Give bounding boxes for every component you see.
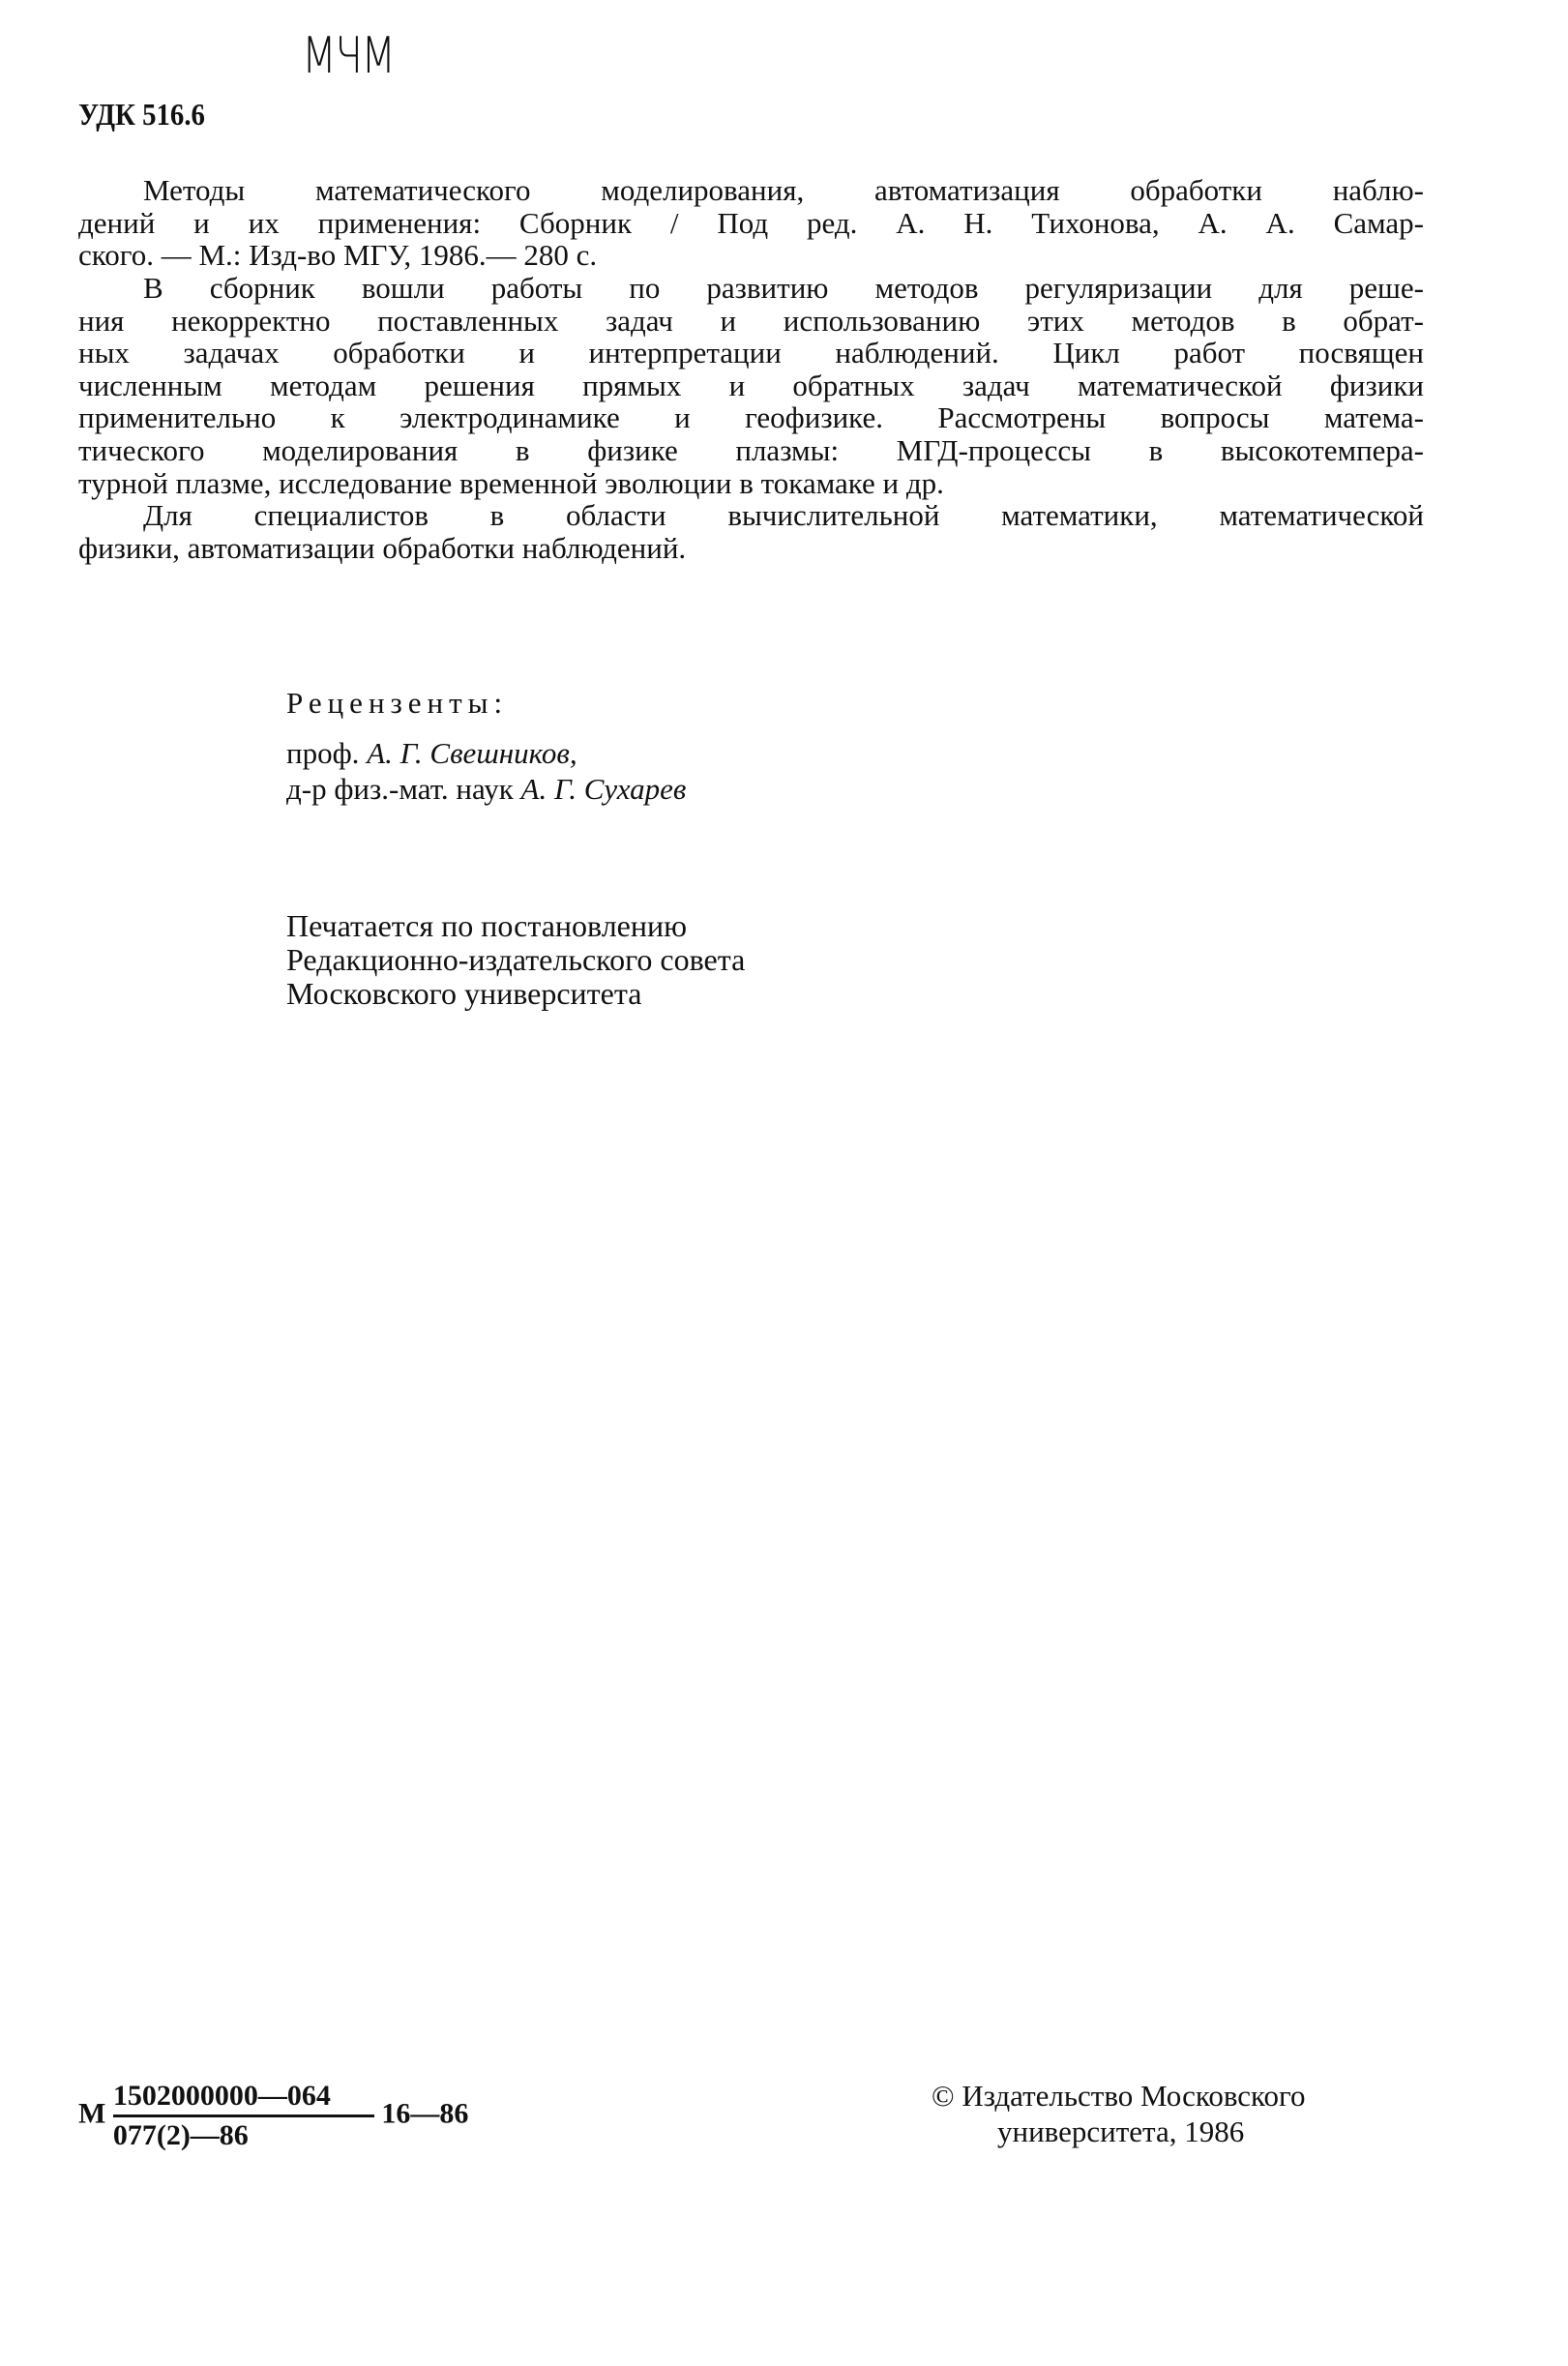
reviewer-title: д-р физ.-мат. наук <box>286 772 514 806</box>
copyright-icon: © <box>932 2079 955 2113</box>
text-line: тического моделирования в физике плазмы: МГД-процессы в высокотемпера- <box>78 432 1424 467</box>
text-line: ных задачах обработки и интерпретации наблюдений. Цикл работ посвящен <box>78 336 1424 370</box>
reviewers-heading: Рецензенты: <box>286 686 509 720</box>
text-line: физики, автоматизации обработки наблюдений. <box>78 530 687 565</box>
audience-paragraph <box>78 499 1424 564</box>
reviewer-name: А. Г. Сухарев <box>520 772 687 806</box>
reviewer-name: А. Г. Свешников, <box>367 736 577 770</box>
text-line: Для специалистов в области вычислительной математики, математической <box>143 498 1424 532</box>
text-line: Методы математического моделирования, автоматизация обработки наблю- <box>143 173 1424 207</box>
catalog-denominator: 077(2)—86 <box>112 2119 249 2151</box>
text-line: Печатается по постановлению <box>286 908 688 943</box>
catalog-suffix: 16—86 <box>381 2097 469 2130</box>
reviewer-2 <box>286 771 686 807</box>
text-line: турной плазме, исследование временной эволюции в токамаке и др. <box>78 465 944 500</box>
udk-code: УДК 516.6 <box>78 97 205 132</box>
copyright-line-1: Издательство Московского <box>962 2079 1306 2113</box>
summary-paragraph <box>78 272 1424 499</box>
catalog-code <box>78 2080 468 2152</box>
text-line: ния некорректно поставленных задач и использованию этих методов в обрат- <box>78 303 1424 338</box>
text-line: дений и их применения: Сборник / Под ред. А. Н. Тихонова, А. А. Самар- <box>78 205 1424 240</box>
publication-note <box>286 909 745 1011</box>
copyright-line-2: университета, 1986 <box>997 2115 1245 2148</box>
text-line: В сборник вошли работы по развитию методов регуляризации для реше- <box>143 271 1424 305</box>
text-line: Редакционно-издательского совета <box>286 942 746 977</box>
catalog-letter: М <box>78 2097 106 2130</box>
text-line: применительно к электродинамике и геофизике. Рассмотрены вопросы матема- <box>78 400 1424 435</box>
catalog-numerator: 1502000000—064 <box>113 2080 374 2117</box>
text-line: Московского университета <box>286 976 642 1011</box>
handwritten-note: МЧМ <box>302 27 395 85</box>
text-line: ского. — М.: Изд-во МГУ, 1986.— 280 с. <box>78 238 598 273</box>
catalog-fraction <box>113 2080 374 2152</box>
text-line: численным методам решения прямых и обратных задач математической физики <box>78 368 1424 402</box>
citation-paragraph <box>78 174 1424 272</box>
reviewer-1 <box>286 735 577 771</box>
reviewer-title: проф. <box>286 736 360 770</box>
copyright <box>932 2078 1305 2149</box>
